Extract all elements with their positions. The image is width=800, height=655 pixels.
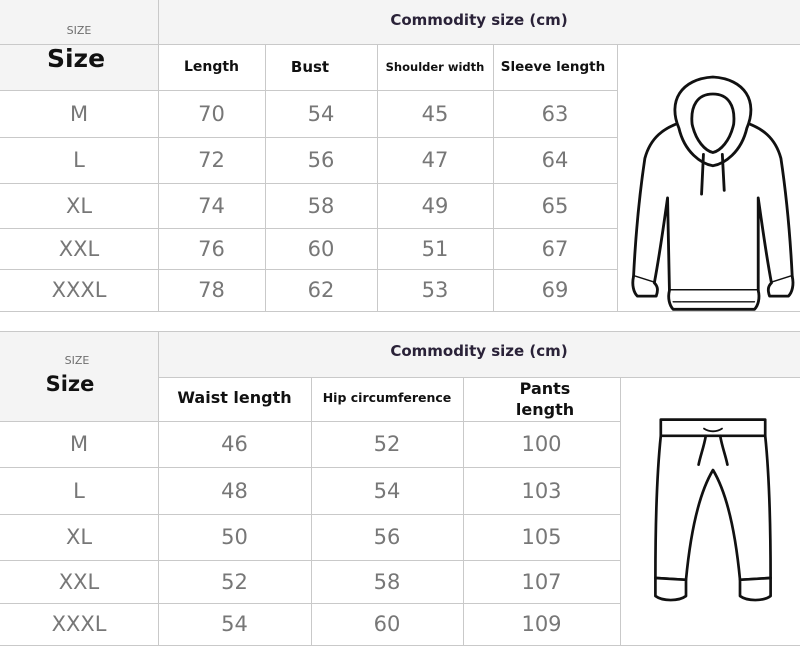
- value-cell: 58: [307, 193, 335, 218]
- size-cell: XL: [65, 193, 93, 218]
- value-cell: 56: [373, 525, 401, 549]
- value-cell: 105: [521, 525, 562, 549]
- value-cell: 65: [541, 193, 569, 218]
- value-cell: 74: [198, 193, 225, 218]
- size-label: Size: [45, 372, 95, 396]
- value-cell: 54: [373, 478, 401, 503]
- value-cell: 76: [198, 236, 225, 261]
- size-label: Size: [46, 43, 106, 73]
- value-cell: 48: [221, 478, 248, 503]
- column-header-length: Length: [183, 59, 240, 75]
- column-header-waist-length: Waist length: [177, 387, 292, 407]
- value-cell: 103: [521, 478, 562, 503]
- value-cell: 60: [307, 236, 335, 261]
- column-header-bust: Bust: [290, 58, 330, 76]
- value-cell: 100: [521, 432, 562, 456]
- size-cell: XL: [65, 525, 93, 549]
- value-cell: 72: [198, 148, 225, 172]
- hoodie-icon: [626, 72, 796, 320]
- size-cell: XXXL: [51, 278, 107, 302]
- value-cell: 54: [221, 612, 248, 636]
- size-cell: XXL: [58, 236, 100, 261]
- column-header-shoulder-width: Shoulder width: [385, 60, 485, 74]
- size-cell: M: [69, 432, 89, 456]
- value-cell: 62: [307, 278, 335, 302]
- value-cell: 58: [373, 569, 401, 594]
- value-cell: 69: [541, 278, 569, 302]
- value-cell: 64: [541, 148, 569, 172]
- size-cell: XXL: [58, 569, 100, 594]
- value-cell: 52: [221, 569, 248, 594]
- value-cell: 53: [421, 278, 449, 302]
- value-cell: 63: [541, 101, 569, 126]
- value-cell: 107: [521, 569, 562, 594]
- size-cell: L: [73, 478, 85, 503]
- value-cell: 45: [421, 101, 449, 126]
- value-cell: 51: [421, 236, 449, 261]
- column-header-pants-length: Pants length: [515, 379, 575, 419]
- value-cell: 70: [198, 101, 225, 126]
- value-cell: 52: [373, 432, 401, 456]
- value-cell: 46: [221, 432, 248, 456]
- size-cell: L: [73, 148, 85, 172]
- table-title: Commodity size (cm): [390, 342, 568, 360]
- value-cell: 60: [373, 612, 401, 636]
- value-cell: 56: [307, 148, 335, 172]
- value-cell: 50: [221, 525, 248, 549]
- column-header-hip-circumference: Hip circumference: [322, 389, 452, 405]
- value-cell: 78: [198, 278, 225, 302]
- value-cell: 49: [421, 193, 449, 218]
- pants-icon: [650, 405, 776, 625]
- column-header-sleeve-length: Sleeve length: [500, 59, 606, 75]
- value-cell: 109: [521, 612, 562, 636]
- table-title: Commodity size (cm): [390, 11, 568, 29]
- size-small-label: SIZE: [66, 23, 92, 37]
- size-small-label: SIZE: [64, 353, 90, 367]
- value-cell: 47: [421, 148, 449, 172]
- size-cell: M: [69, 101, 89, 126]
- size-cell: XXXL: [51, 612, 107, 636]
- value-cell: 67: [541, 236, 569, 261]
- value-cell: 54: [307, 101, 335, 126]
